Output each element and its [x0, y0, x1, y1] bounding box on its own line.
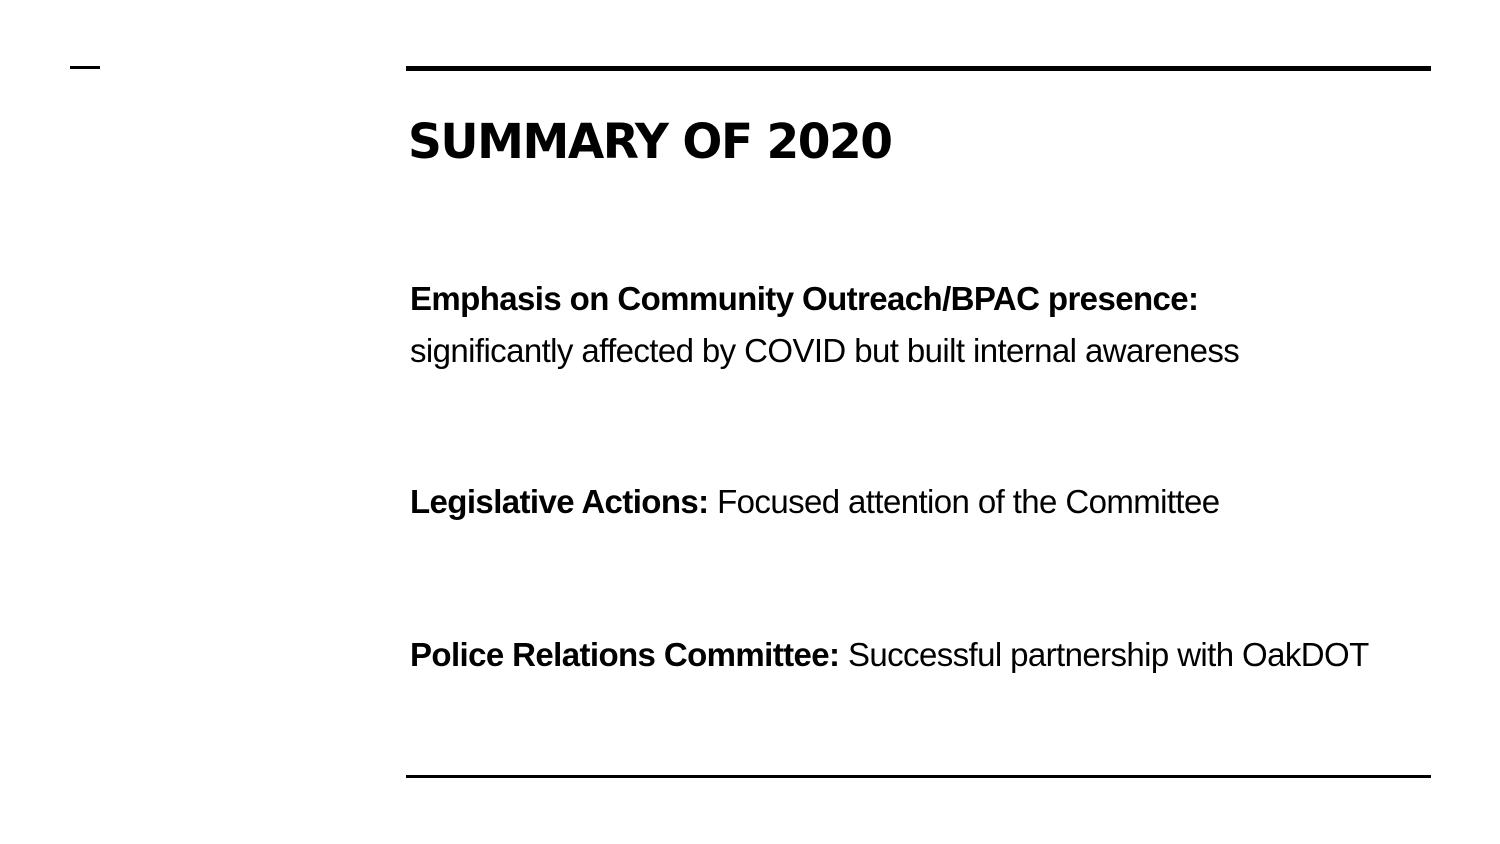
summary-item-police-relations	[410, 629, 1370, 681]
slide-corner-dash	[70, 66, 100, 69]
top-divider-rule	[406, 66, 1431, 71]
summary-item-legislative-actions	[410, 476, 1420, 528]
summary-item-body: Successful partnership with OakDOT	[847, 636, 1369, 673]
summary-item-separator	[839, 636, 848, 673]
summary-item-body: Focused attention of the Committee	[717, 483, 1220, 520]
bottom-divider-rule	[406, 775, 1431, 778]
summary-item-lead: Police Relations Committee:	[410, 636, 840, 673]
summary-item-lead: Legislative Actions:	[410, 483, 709, 520]
slide-title: SUMMARY OF 2020	[408, 114, 892, 170]
summary-item-lead: Emphasis on Community Outreach/BPAC presence:	[410, 280, 1199, 317]
summary-item-separator	[709, 483, 718, 520]
summary-item-community-outreach	[410, 273, 1420, 377]
summary-item-body: significantly affected by COVID but built internal awareness	[410, 332, 1240, 369]
